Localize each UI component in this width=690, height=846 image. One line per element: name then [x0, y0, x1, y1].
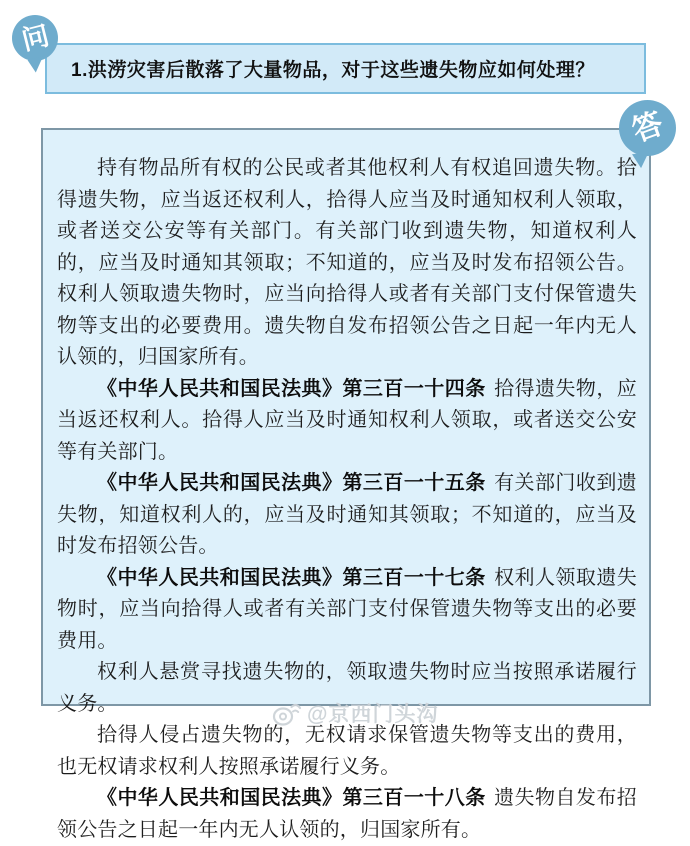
paragraph-text: 拾得遗失物，应当返还权利人。拾得人应当及时通知权利人领取，或者送交公安等有关部门。	[57, 377, 637, 463]
answer-paragraph	[57, 374, 637, 469]
answer-paragraph	[57, 468, 637, 563]
answer-bubble	[619, 100, 676, 156]
answer-paragraph	[57, 783, 637, 846]
watermark	[272, 697, 438, 729]
weibo-icon	[272, 700, 302, 727]
paragraph-text: 权利人领取遗失物时，应当向拾得人或者有关部门支付保管遗失物等支出的必要费用。	[57, 566, 637, 652]
law-citation: 《中华人民共和国民法典》第三百一十七条	[97, 566, 486, 589]
law-citation: 《中华人民共和国民法典》第三百一十五条	[97, 472, 486, 494]
paragraph-text: 持有物品所有权的公民或者其他权利人有权追回遗失物。拾得遗失物，应当返还权利人，拾得人应当及时通知权利人领取，或者送交公安等有关部门。有关部门收到遗失物，知道权利人的，应当及时通知其领取；不知道的，应当及时发布招领公告。权利人领取遗失物时，应当向拾得人或者有关部门支付保管遗失物等支出的必要费用。遗失物自发布招领公告之日起一年内无人认领的，归国家所有。	[57, 157, 637, 368]
paragraph-text: 拾得人侵占遗失物的，无权请求保管遗失物等支出的费用，也无权请求权利人按照承诺履行义务。	[57, 724, 637, 778]
question-box	[45, 43, 646, 94]
paragraph-text: 遗失物自发布招领公告之日起一年内无人认领的，归国家所有。	[57, 787, 637, 841]
answer-paragraph	[57, 563, 637, 658]
question-text: 1.洪涝灾害后散落了大量物品，对于这些遗失物应如何处理？	[71, 60, 595, 81]
law-citation: 《中华人民共和国民法典》第三百一十八条	[97, 787, 486, 809]
answer-bubble-label: 答	[627, 106, 668, 149]
answer-paragraph	[57, 153, 637, 374]
law-citation: 《中华人民共和国民法典》第三百一十四条	[97, 377, 486, 400]
paragraph-text: 有关部门收到遗失物，知道权利人的，应当及时通知其领取；不知道的，应当及时发布招领公告。	[57, 472, 637, 557]
answer-paragraph	[57, 720, 637, 783]
watermark-text: @京西门头沟	[307, 703, 439, 726]
question-bubble-label: 问	[18, 19, 52, 56]
question-bubble	[12, 15, 58, 61]
paragraph-text: 权利人悬赏寻找遗失物的，领取遗失物时应当按照承诺履行义务。	[57, 661, 637, 715]
